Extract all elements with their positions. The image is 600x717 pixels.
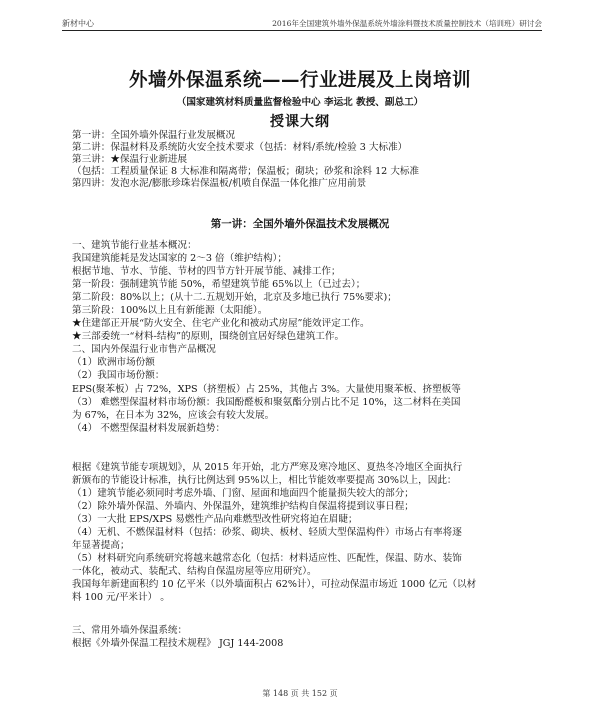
body-line: 料 100 元/平米计） 。: [72, 592, 170, 603]
body-line: （1）欧洲市场份额: [72, 357, 155, 368]
outline-item: 第一讲：全国外墙外保温行业发展概况: [72, 130, 236, 141]
body-line: 第二阶段：80%以上；(从十二.五规划开始，北京及多地已执行 75%要求)；: [72, 292, 397, 303]
body-line: 新颁布的节能设计标准，执行比例达到 95%以上，相比节能效率要提高 30%以上，因此：: [72, 475, 457, 486]
body-line: 二、国内外保温行业市售产品概况: [72, 344, 216, 355]
body-line: 为 67%，在日本为 32%，应该会有较大发展。: [72, 410, 275, 421]
body-line: （3）一大批 EPS/XPS 易燃性产品向难燃型改性研究将迫在眉睫；: [72, 514, 358, 525]
body-line: 我国每年新建面积约 10 亿平米（以外墙面积占 62%计），可拉动保温市场近 1000 亿元（以材: [72, 579, 477, 590]
body-line: 一体化，被动式、装配式、结构自保温房屋等应用研究）。: [72, 566, 317, 577]
section-title: 第一讲：全国外墙外保温技术发展概况: [210, 218, 390, 230]
body-line: 第三阶段：100%以上且有新能源（太阳能）。: [72, 305, 268, 316]
body-line: 根据《外墙外保温工程技术规程》 JGJ 144-2008: [72, 638, 284, 649]
body-line: 第一阶段：强制建筑节能 50%，希望建筑节能 65%以上（已过去）；: [72, 279, 366, 290]
body-line: 根据《建筑节能专项规划》，从 2015 年开始，北方严寒及寒冷地区、夏热冬冷地区全面执行: [72, 462, 463, 473]
body-line: 三、常用外墙外保温系统：: [72, 625, 188, 636]
outline-item: 第四讲：发泡水泥/膨胀珍珠岩保温板/机喷自保温一体化推广应用前景: [72, 178, 367, 189]
body-line: ★住建部正开展“防火安全、住宅产业化和被动式房屋”能效评定工作。: [72, 318, 370, 329]
body-line: （4） 不燃型保温材料发展新趋势：: [72, 423, 226, 434]
body-line: EPS(聚苯板）占 72%，XPS（挤塑板）占 25%，其他占 3%。大量使用聚苯板、挤塑板等: [72, 384, 461, 395]
outline-title: 授课大纲: [270, 114, 330, 130]
body-line: （5）材料研究向系统研究将越来越常态化（包括：材料适应性、匹配性，保温、防水、装饰: [72, 553, 462, 564]
header-right: 2016年全国建筑外墙外保温系统外墙涂料暨技术质量控制技术（培训班）研讨会: [272, 19, 542, 28]
body-line: （1）建筑节能必须同时考虑外墙、门窗、屋面和地面四个能量损失较大的部分；: [72, 488, 414, 499]
page-number: 第 148 页 共 152 页: [262, 689, 338, 698]
body-line: （2）我国市场份额：: [72, 370, 165, 381]
document-subtitle: （国家建筑材料质量监督检验中心 李运北 教授、副总工）: [176, 97, 424, 108]
body-line: （2）除外墙外保温、外墙内、外保温外，建筑维护结构自保温将提到议事日程；: [72, 501, 414, 512]
document-title: 外墙外保温系统——行业进展及上岗培训: [128, 70, 471, 91]
body-line: ★三部委统一“材料-结构”的原则，围绕创宜居好绿色建筑工作。: [72, 331, 345, 342]
body-line: 一、建筑节能行业基本概况：: [72, 240, 197, 251]
body-line: （3） 难燃型保温材料市场份额：我国酚醛板和聚氨酯分别占比不足 10%，这二材料在美国: [72, 397, 461, 408]
body-line: 年显著提高；: [72, 540, 130, 551]
header-divider: [62, 30, 542, 31]
outline-item: 第二讲：保温材料及系统防火安全技术要求（包括：材料/系统/检验 3 大标准）: [72, 142, 408, 153]
outline-item: 第三讲：★保温行业新进展: [72, 154, 188, 165]
body-line: 我国建筑能耗是发达国家的 2～3 倍（维护结构）；: [72, 253, 287, 264]
body-line: （4）无机、不燃保温材料（包括：砂浆、砌块、板材、轻质大型保温构件）市场占有率将逐: [72, 527, 462, 538]
body-line: 根据节地、节水、节能、节材的四节方针开展节能、减排工作；: [72, 266, 341, 277]
header-left: 新材中心: [62, 19, 94, 28]
outline-item: （包括：工程质量保证 8 大标准和隔离带；保温板；砌块；砂浆和涂料 12 大标准: [72, 166, 420, 177]
